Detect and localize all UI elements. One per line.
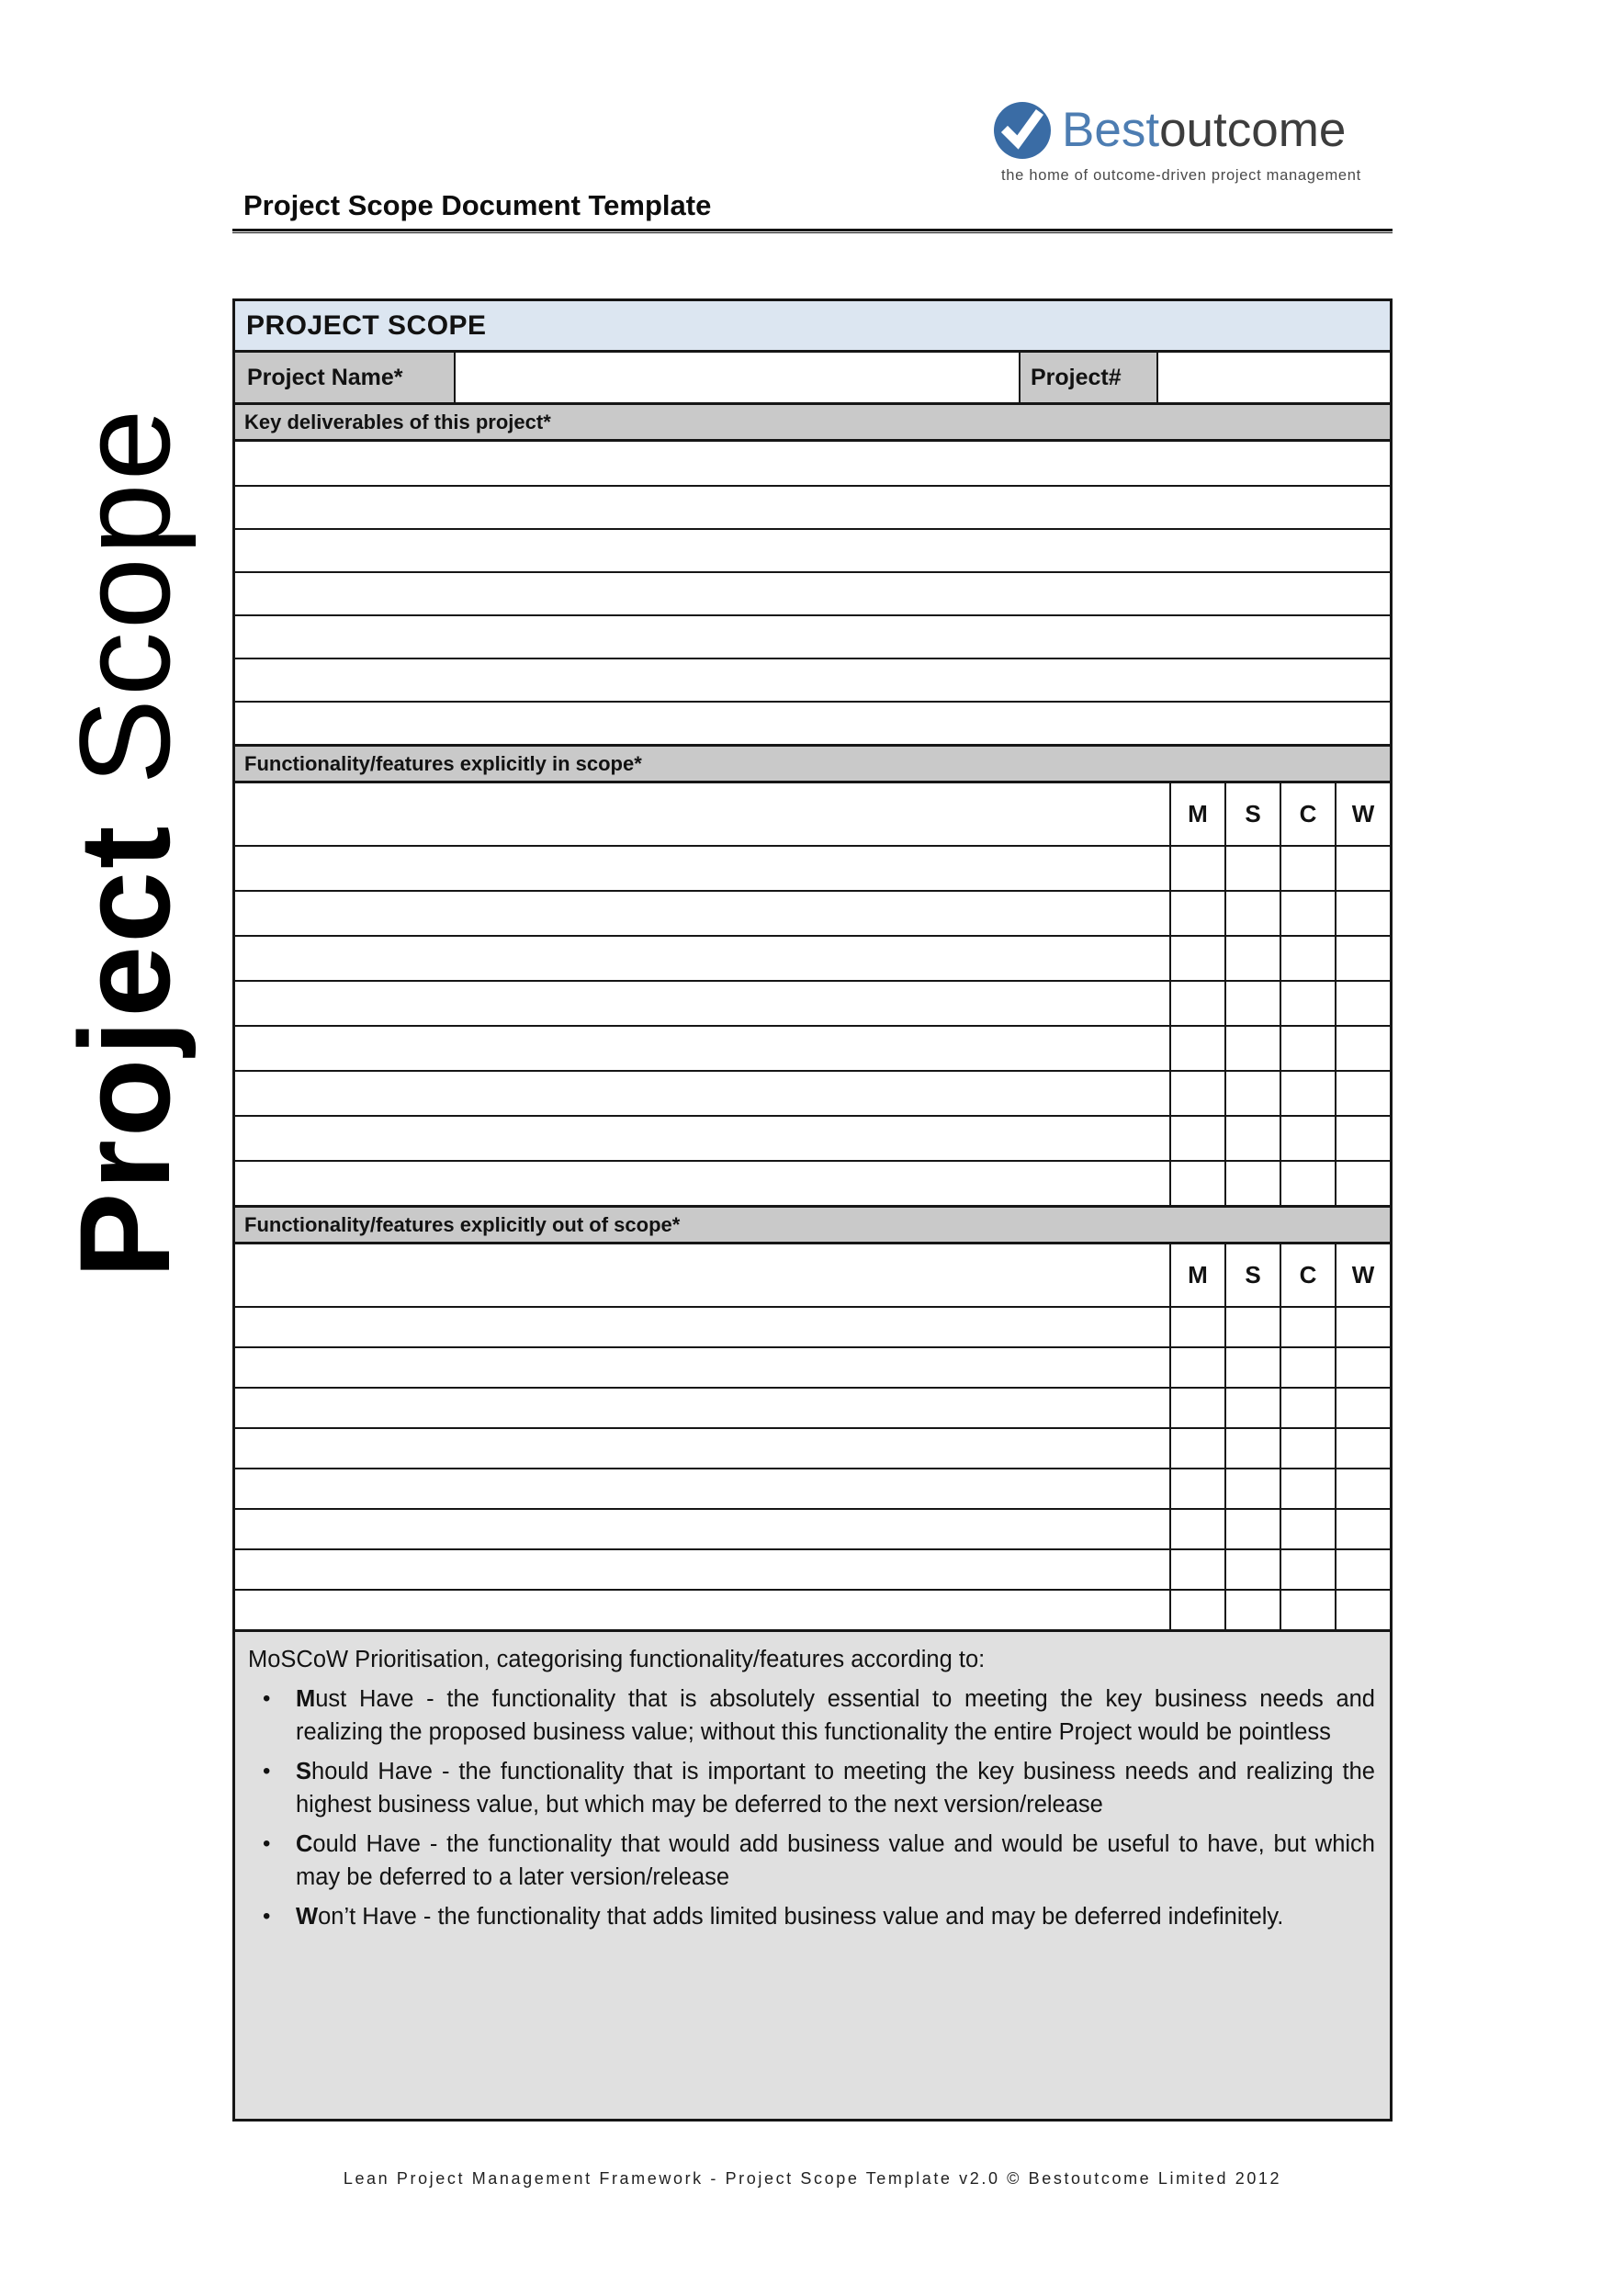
brand-first-word: Best xyxy=(1062,102,1160,157)
priority-column-header-M: M xyxy=(1169,783,1224,845)
priority-cell-W[interactable] xyxy=(1335,1117,1390,1160)
priority-cell-W[interactable] xyxy=(1335,1348,1390,1387)
deliverable-text-cell[interactable] xyxy=(235,487,1390,528)
moscow-note xyxy=(235,1629,1390,2119)
priority-cell-M[interactable] xyxy=(1169,892,1224,935)
table-row xyxy=(235,1589,1390,1629)
priority-cell-W[interactable] xyxy=(1335,1429,1390,1468)
priority-cell-S[interactable] xyxy=(1224,982,1280,1025)
page-footer: Lean Project Management Framework - Project Scope Template v2.0 © Bestoutcome Limited 2012 xyxy=(343,2169,1282,2188)
priority-cell-S[interactable] xyxy=(1224,1469,1280,1508)
project-scope-table xyxy=(232,298,1393,2122)
table-row xyxy=(235,1025,1390,1070)
feature-text-cell[interactable] xyxy=(235,847,1169,890)
moscow-bullet-2 xyxy=(248,1828,1377,1894)
project-number-label: Project# xyxy=(1019,353,1158,402)
priority-cell-M[interactable] xyxy=(1169,1591,1224,1629)
priority-cell-C[interactable] xyxy=(1280,892,1335,935)
priority-cell-C[interactable] xyxy=(1280,1550,1335,1589)
side-label-scope: Scope xyxy=(52,406,197,785)
moscow-header-row xyxy=(235,783,1390,845)
priority-cell-W[interactable] xyxy=(1335,1162,1390,1205)
moscow-bullet-text: Won’t Have - the functionality that adds limited business value and may be deferred indefinitely. xyxy=(296,1904,1284,1930)
moscow-bullet-1 xyxy=(248,1755,1377,1821)
project-name-input[interactable] xyxy=(456,353,1019,402)
priority-cell-M[interactable] xyxy=(1169,1550,1224,1589)
moscow-bullet-text: Could Have - the functionality that would add business value and would be useful to have, but which may be deferred to a later version/release xyxy=(296,1831,1375,1890)
priority-cell-C[interactable] xyxy=(1280,1389,1335,1427)
section-header-1: Functionality/features explicitly in scope* xyxy=(235,744,1390,783)
priority-cell-S[interactable] xyxy=(1224,1162,1280,1205)
priority-cell-W[interactable] xyxy=(1335,1591,1390,1629)
priority-cell-M[interactable] xyxy=(1169,1510,1224,1548)
priority-cell-W[interactable] xyxy=(1335,1308,1390,1346)
priority-cell-W[interactable] xyxy=(1335,937,1390,980)
document-title: Project Scope Document Template xyxy=(243,189,712,221)
table-row xyxy=(235,1508,1390,1548)
side-label-project: Project xyxy=(52,823,197,1278)
priority-cell-W[interactable] xyxy=(1335,847,1390,890)
table-row xyxy=(235,1346,1390,1387)
feature-text-cell[interactable] xyxy=(235,1429,1169,1468)
priority-cell-S[interactable] xyxy=(1224,1072,1280,1115)
scope-sections xyxy=(235,402,1390,1629)
bullet-icon: • xyxy=(263,1831,271,1856)
feature-text-cell[interactable] xyxy=(235,1348,1169,1387)
priority-cell-W[interactable] xyxy=(1335,1027,1390,1070)
feature-text-cell[interactable] xyxy=(235,1510,1169,1548)
table-row xyxy=(235,1160,1390,1205)
table-row xyxy=(235,614,1390,658)
table-row xyxy=(235,658,1390,701)
bullet-icon: • xyxy=(263,1686,271,1711)
priority-cell-C[interactable] xyxy=(1280,1027,1335,1070)
priority-cell-S[interactable] xyxy=(1224,1027,1280,1070)
section-header-0: Key deliverables of this project* xyxy=(235,402,1390,442)
priority-cell-S[interactable] xyxy=(1224,1389,1280,1427)
bullet-icon: • xyxy=(263,1904,271,1929)
priority-cell-M[interactable] xyxy=(1169,937,1224,980)
priority-column-header-S: S xyxy=(1224,783,1280,845)
feature-text-cell[interactable] xyxy=(235,1308,1169,1346)
table-row xyxy=(235,1070,1390,1115)
deliverable-text-cell[interactable] xyxy=(235,616,1390,658)
project-name-row xyxy=(235,353,1390,402)
priority-cell-M[interactable] xyxy=(1169,1429,1224,1468)
priority-cell-M[interactable] xyxy=(1169,1162,1224,1205)
priority-cell-S[interactable] xyxy=(1224,937,1280,980)
priority-cell-C[interactable] xyxy=(1280,1117,1335,1160)
feature-text-cell[interactable] xyxy=(235,1027,1169,1070)
priority-cell-S[interactable] xyxy=(1224,1510,1280,1548)
side-watermark-label xyxy=(52,282,201,1278)
priority-cell-M[interactable] xyxy=(1169,1027,1224,1070)
feature-text-cell[interactable] xyxy=(235,982,1169,1025)
priority-cell-C[interactable] xyxy=(1280,1162,1335,1205)
project-number-input[interactable] xyxy=(1158,353,1390,402)
table-row xyxy=(235,890,1390,935)
feature-text-cell[interactable] xyxy=(235,1469,1169,1508)
deliverable-text-cell[interactable] xyxy=(235,659,1390,701)
table-row xyxy=(235,980,1390,1025)
priority-cell-M[interactable] xyxy=(1169,982,1224,1025)
priority-cell-C[interactable] xyxy=(1280,1429,1335,1468)
moscow-bullet-0 xyxy=(248,1683,1377,1749)
bullet-icon: • xyxy=(263,1759,271,1784)
priority-column-header-C: C xyxy=(1280,783,1335,845)
priority-cell-M[interactable] xyxy=(1169,1469,1224,1508)
moscow-bullet-3 xyxy=(248,1900,1377,1933)
priority-cell-C[interactable] xyxy=(1280,1348,1335,1387)
deliverable-text-cell[interactable] xyxy=(235,573,1390,614)
moscow-header-row xyxy=(235,1244,1390,1306)
priority-cell-C[interactable] xyxy=(1280,1510,1335,1548)
feature-text-cell[interactable] xyxy=(235,1389,1169,1427)
feature-text-cell[interactable] xyxy=(235,1072,1169,1115)
priority-cell-W[interactable] xyxy=(1335,1550,1390,1589)
priority-cell-W[interactable] xyxy=(1335,892,1390,935)
priority-cell-C[interactable] xyxy=(1280,1469,1335,1508)
priority-cell-W[interactable] xyxy=(1335,1469,1390,1508)
priority-cell-S[interactable] xyxy=(1224,1591,1280,1629)
priority-cell-C[interactable] xyxy=(1280,1308,1335,1346)
table-row xyxy=(235,528,1390,571)
feature-description-cell[interactable] xyxy=(235,783,1169,845)
priority-cell-M[interactable] xyxy=(1169,1389,1224,1427)
feature-text-cell[interactable] xyxy=(235,1162,1169,1205)
priority-cell-M[interactable] xyxy=(1169,1348,1224,1387)
priority-column-header-C: C xyxy=(1280,1244,1335,1306)
priority-column-header-M: M xyxy=(1169,1244,1224,1306)
priority-cell-C[interactable] xyxy=(1280,847,1335,890)
table-row xyxy=(235,1468,1390,1508)
moscow-bullet-list xyxy=(248,1683,1377,1933)
table-row xyxy=(235,442,1390,485)
feature-text-cell[interactable] xyxy=(235,1550,1169,1589)
priority-cell-C[interactable] xyxy=(1280,1591,1335,1629)
table-row xyxy=(235,1427,1390,1468)
project-name-label: Project Name* xyxy=(235,353,456,402)
moscow-bullet-text: Must Have - the functionality that is absolutely essential to meeting the key business needs and realizing the proposed business value; without this functionality the entire Project would be pointless xyxy=(296,1686,1375,1745)
table-row xyxy=(235,845,1390,890)
bestoutcome-logo xyxy=(1062,101,1346,158)
table-row xyxy=(235,1387,1390,1427)
priority-cell-S[interactable] xyxy=(1224,847,1280,890)
priority-cell-S[interactable] xyxy=(1224,1429,1280,1468)
priority-cell-S[interactable] xyxy=(1224,892,1280,935)
brand-second-word: outcome xyxy=(1159,102,1347,157)
priority-cell-C[interactable] xyxy=(1280,937,1335,980)
deliverable-text-cell[interactable] xyxy=(235,442,1390,485)
priority-cell-S[interactable] xyxy=(1224,1308,1280,1346)
title-underline xyxy=(232,229,1393,233)
feature-text-cell[interactable] xyxy=(235,1591,1169,1629)
priority-cell-M[interactable] xyxy=(1169,1072,1224,1115)
priority-column-header-W: W xyxy=(1335,783,1390,845)
priority-column-header-W: W xyxy=(1335,1244,1390,1306)
table-row xyxy=(235,701,1390,744)
priority-cell-M[interactable] xyxy=(1169,1117,1224,1160)
section-header-2: Functionality/features explicitly out of scope* xyxy=(235,1205,1390,1244)
table-row xyxy=(235,1548,1390,1589)
priority-cell-S[interactable] xyxy=(1224,1117,1280,1160)
table-row xyxy=(235,571,1390,614)
priority-cell-C[interactable] xyxy=(1280,982,1335,1025)
priority-column-header-S: S xyxy=(1224,1244,1280,1306)
table-row xyxy=(235,935,1390,980)
table-row xyxy=(235,1115,1390,1160)
priority-cell-S[interactable] xyxy=(1224,1550,1280,1589)
feature-text-cell[interactable] xyxy=(235,1117,1169,1160)
priority-cell-C[interactable] xyxy=(1280,1072,1335,1115)
priority-cell-S[interactable] xyxy=(1224,1348,1280,1387)
feature-text-cell[interactable] xyxy=(235,937,1169,980)
table-title: PROJECT SCOPE xyxy=(235,301,1390,353)
feature-description-cell[interactable] xyxy=(235,1244,1169,1306)
priority-cell-W[interactable] xyxy=(1335,1510,1390,1548)
priority-cell-M[interactable] xyxy=(1169,847,1224,890)
table-row xyxy=(235,1306,1390,1346)
priority-cell-M[interactable] xyxy=(1169,1308,1224,1346)
logo-tagline: the home of outcome-driven project management xyxy=(1001,167,1361,184)
deliverable-text-cell[interactable] xyxy=(235,530,1390,571)
bestoutcome-check-icon xyxy=(994,102,1051,159)
priority-cell-W[interactable] xyxy=(1335,1072,1390,1115)
moscow-bullet-text: Should Have - the functionality that is important to meeting the key business needs and realizing the highest business value, but which may be deferred to the next version/release xyxy=(296,1759,1375,1818)
deliverable-text-cell[interactable] xyxy=(235,703,1390,744)
priority-cell-W[interactable] xyxy=(1335,982,1390,1025)
table-row xyxy=(235,485,1390,528)
priority-cell-W[interactable] xyxy=(1335,1389,1390,1427)
feature-text-cell[interactable] xyxy=(235,892,1169,935)
moscow-note-intro: MoSCoW Prioritisation, categorising functionality/features according to: xyxy=(248,1647,986,1672)
